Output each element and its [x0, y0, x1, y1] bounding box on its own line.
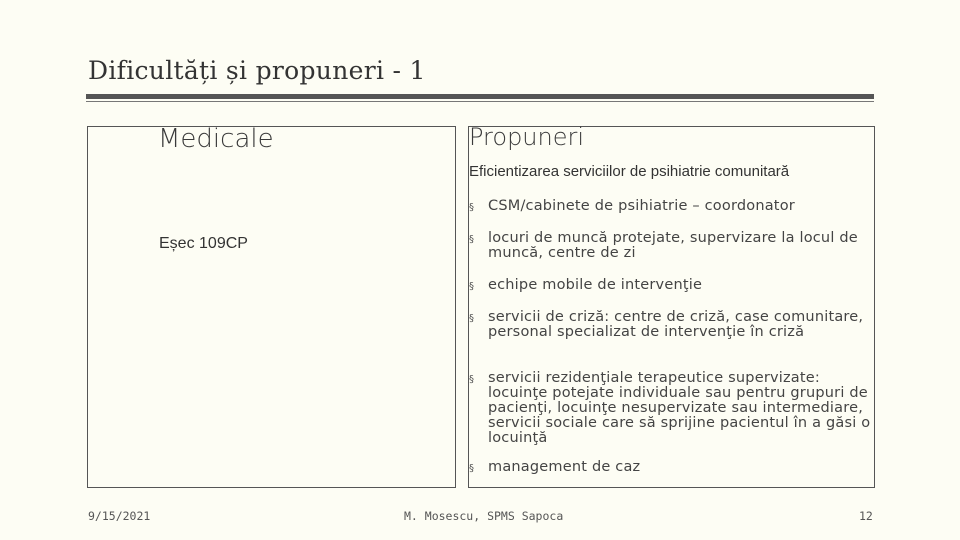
title-divider-thin	[86, 101, 874, 102]
title-divider	[86, 94, 874, 99]
bullet-item	[469, 310, 873, 340]
bullet-item	[469, 371, 873, 446]
bullet-marker-icon: §	[469, 313, 475, 324]
right-column-heading: Propuneri	[469, 123, 585, 151]
bullet-marker-icon: §	[469, 202, 475, 213]
bullet-marker-icon: §	[469, 463, 475, 474]
bullet-text: locuri de muncă protejate, supervizare la locul de muncă, centre de zi	[488, 230, 858, 261]
bullet-text: CSM/cabinete de psihiatrie – coordonator	[488, 198, 795, 214]
slide-title: Dificultăți și propuneri - 1	[88, 56, 426, 85]
bullet-item	[469, 278, 873, 293]
bullet-text: management de caz	[488, 459, 641, 475]
bullet-text: servicii de criză: centre de criză, case comunitare, personal specializat de intervenţie în criză	[488, 309, 864, 340]
footer-date: 9/15/2021	[88, 509, 151, 523]
left-column-item: Eșec 109CP	[159, 235, 248, 252]
footer-page-number: 12	[859, 509, 873, 523]
bullet-item	[469, 460, 873, 475]
bullet-marker-icon: §	[469, 374, 475, 385]
bullet-text: echipe mobile de intervenţie	[488, 277, 703, 293]
bullet-text: servicii rezidenţiale terapeutice supervizate: locuinţe potejate individuale sau pentru grupuri de pacienţi, locuinţe nesupervizate sau intermediare, servicii sociale care să sprijine pacientul în a găsi o locuinţă	[488, 370, 871, 446]
bullet-marker-icon: §	[469, 281, 475, 292]
bullet-marker-icon: §	[469, 234, 475, 245]
bullet-item	[469, 231, 873, 261]
left-content-box	[87, 126, 456, 488]
left-column-heading: Medicale	[158, 124, 274, 154]
footer-author: M. Mosescu, SPMS Sapoca	[404, 509, 564, 523]
right-column-subheading: Eficientizarea serviciilor de psihiatrie comunitară	[469, 163, 790, 180]
bullet-item	[469, 199, 873, 214]
